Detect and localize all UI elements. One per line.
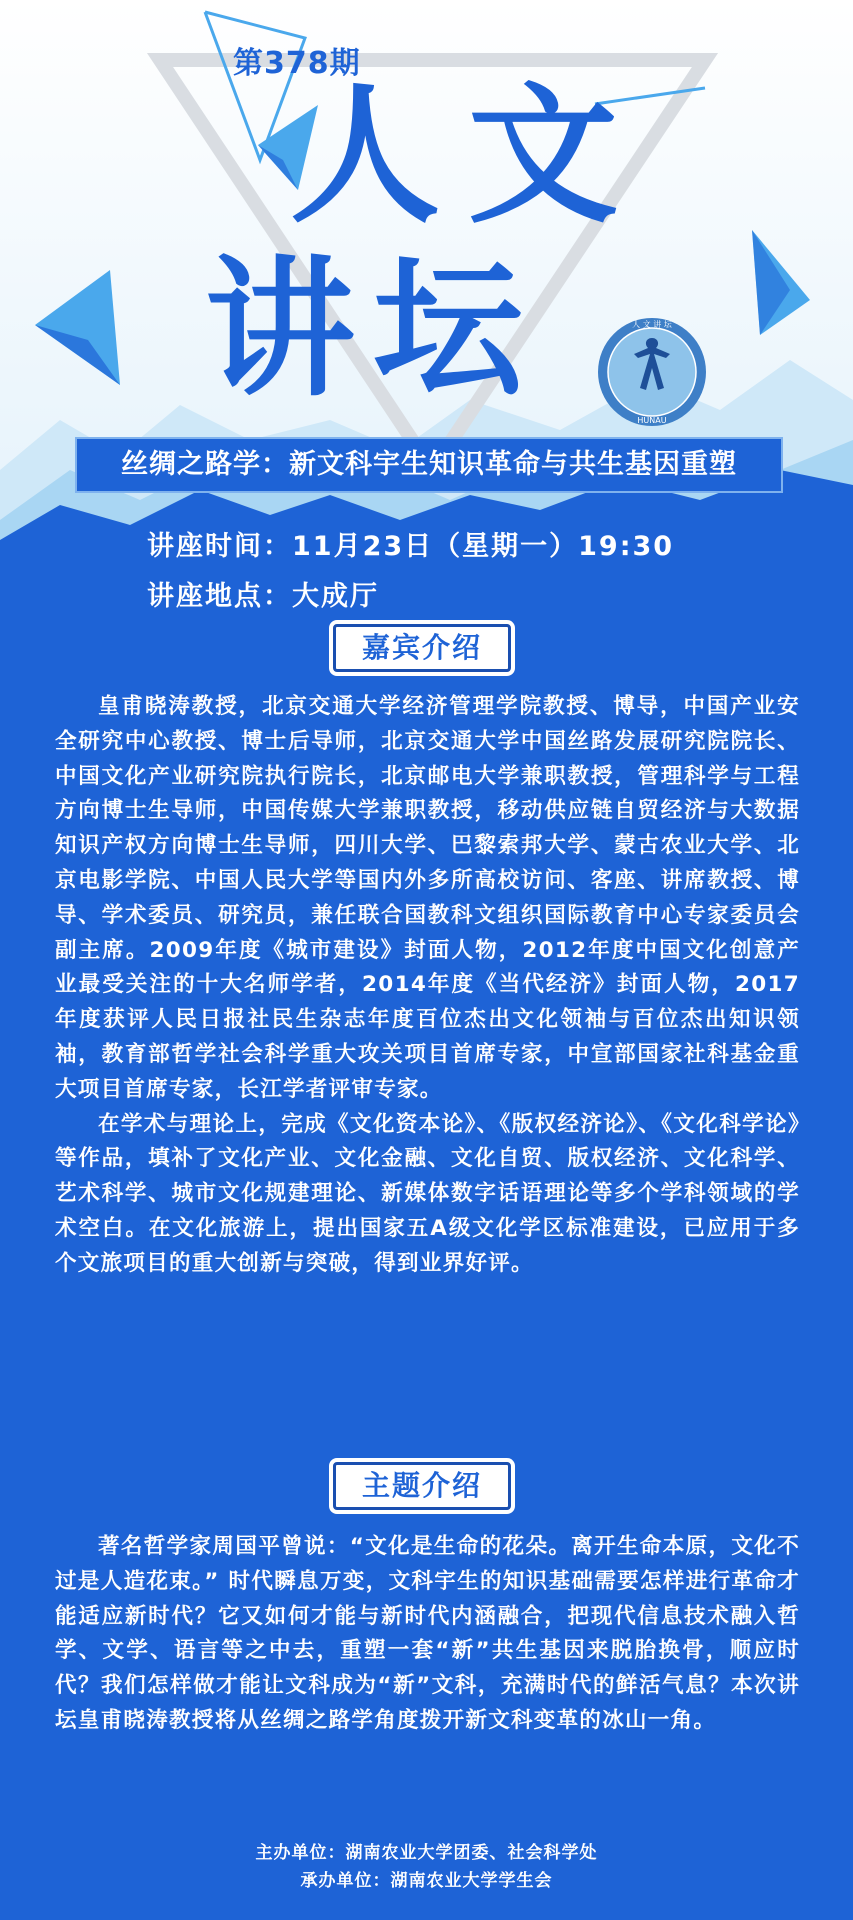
lecture-place: 讲座地点：大成厅 xyxy=(147,581,379,612)
topic-intro-heading: 主题介绍 xyxy=(333,1462,511,1510)
guest-paragraph: 皇甫晓涛教授，北京交通大学经济管理学院教授、博导，中国产业安全研究中心教授、博士后导师，北京交通大学中国丝路发展研究院院长、中国文化产业研究院执行院长，北京邮电大学兼职教授，管理科学与工程方向博士生导师，中国传媒大学兼职教授，移动供应链自贸经济与大数据知识产权方向博士生导师，四川大学、巴黎索邦大学、蒙古农业大学、北京电影学院、中国人民大学等国内外多所高校访问、客座、讲席教授、博导、学术委员、研究员，兼任联合国教科文组织国际教育中心专家委员会副主席。2009年度《城市建设》封面人物，2012年度中国文化创意产业最受关注的十大名师学者，2014年度《当代经济》封面人物，2017年度获评人民日报社民生杂志年度百位杰出文化领袖与百位杰出知识领袖，教育部哲学社会科学重大攻关项目首席专家，中宣部国家社科基金重大项目首席专家，长江学者评审专家。 xyxy=(55,694,800,1102)
logo-ring-text: 人 文 讲 坛 xyxy=(632,320,672,329)
undertaker: 承办单位：湖南农业大学学生会 xyxy=(300,1871,553,1891)
guest-paragraph: 在学术与理论上，完成《文化资本论》、《版权经济论》、《文化科学论》等作品，填补了文化产业、文化金融、文化自贸、版权经济、文化科学、艺术科学、城市文化规建理论、新媒体数字话语理论等多个学科领域的学术空白。在文化旅游上，提出国家五A级文化学区标准建设，已应用于多个文旅项目的重大创新与突破，得到业界好评。 xyxy=(55,1111,800,1276)
organizer: 主办单位：湖南农业大学团委、社会科学处 xyxy=(255,1843,598,1863)
logo-bottom-text: HUNAU xyxy=(637,416,667,425)
topic-paragraph: 著名哲学家周国平曾说：“文化是生命的花朵。离开生命本原，文化不过是人造花束。” 时代瞬息万变，文科宇生的知识基础需要怎样进行革命才能适应新时代？它又如何才能与新时代内涵融合，把现代信息技术融入哲学、文学、语言等之中去，重塑一套“新”共生基因来脱胎换骨，顺应时代？我们怎样做才能让文科成为“新”文科，充满时代的鲜活气息？本次讲坛皇甫晓涛教授将从丝绸之路学角度拨开新文科变革的冰山一角。 xyxy=(55,1534,800,1733)
lecture-time: 讲座时间：11月23日（星期一）19:30 xyxy=(147,531,675,562)
lecture-forum-seal-logo-icon xyxy=(596,316,708,428)
main-title-line-1: 人文 xyxy=(290,70,647,244)
lecture-title: 丝绸之路学：新文科宇生知识革命与共生基因重塑 xyxy=(75,437,783,493)
main-title-line-2: 讲坛 xyxy=(205,243,542,417)
topic-intro-text xyxy=(55,1530,800,1739)
issue-number: 第378期 xyxy=(233,46,361,81)
guest-intro-text xyxy=(55,690,800,1282)
guest-intro-heading: 嘉宾介绍 xyxy=(333,624,511,672)
